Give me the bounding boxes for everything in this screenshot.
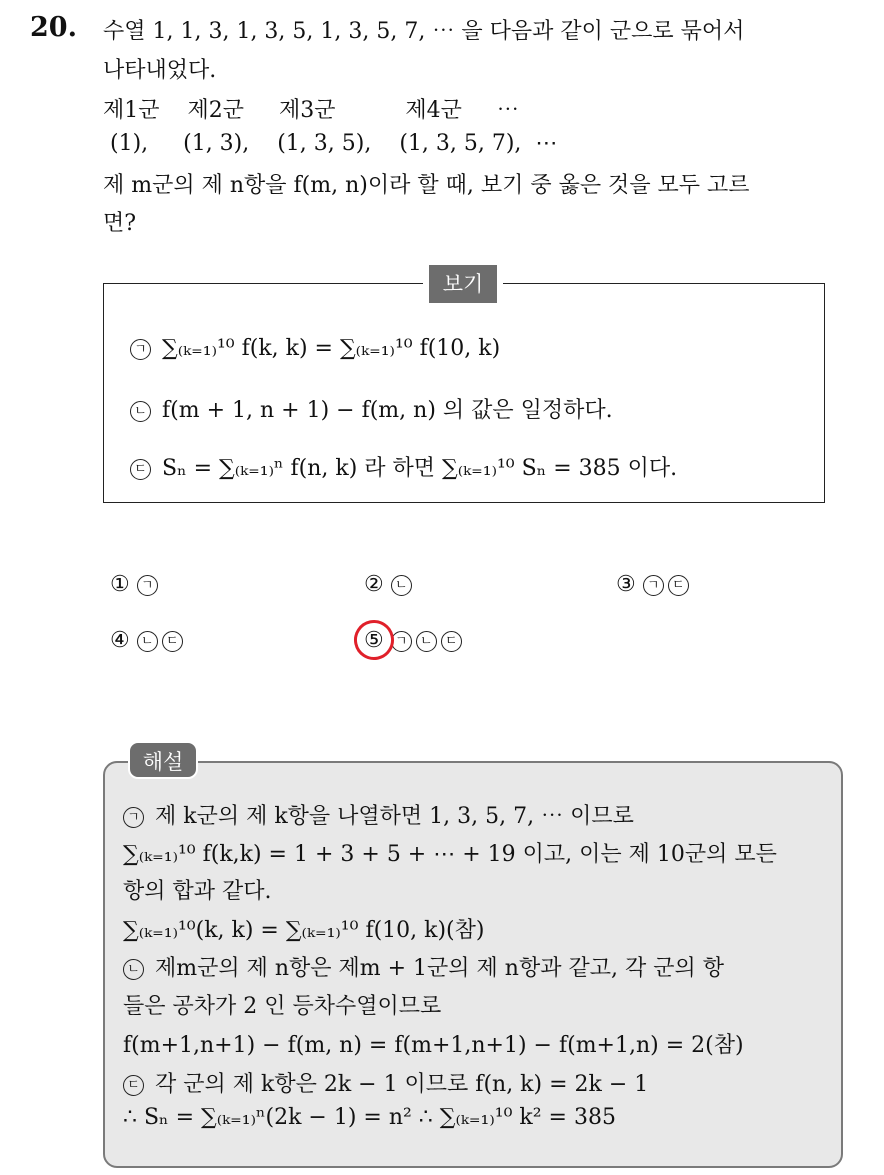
circled-letter-digeut: ㄷ [130,459,151,480]
choice-2-number: ② [364,572,384,597]
choice-2[interactable] [364,572,416,597]
circled-letter-nieun: ㄴ [130,401,151,422]
circled-letter-nieun: ㄴ [137,631,158,652]
explanation-line-5 [123,951,724,982]
circled-letter-nieun: ㄴ [416,631,437,652]
circled-letter-giyeok: ㄱ [391,631,412,652]
circled-letter-giyeok: ㄱ [130,339,151,360]
question-stem-line2: 나타내었다. [103,58,217,83]
explanation-line-4: ∑₍ₖ₌₁₎¹⁰(k, k) = ∑₍ₖ₌₁₎¹⁰ f(10, k)(참) [123,918,485,943]
question-stem-line1: 수열 1, 1, 3, 1, 3, 5, 1, 3, 5, 7, ⋯ 을 다음과 같이 군으로 묶어서 [103,19,745,44]
bogi-item-1-text: ∑₍ₖ₌₁₎¹⁰ f(k, k) = ∑₍ₖ₌₁₎¹⁰ f(10, k) [162,336,501,361]
question-stem-line4: 면? [103,211,137,236]
explanation-line-1 [123,799,634,830]
choice-3[interactable] [616,572,693,597]
choice-1[interactable] [110,572,162,597]
choice-4-number: ④ [110,628,130,653]
bogi-item-3-text: Sₙ = ∑₍ₖ₌₁₎ⁿ f(n, k) 라 하면 ∑₍ₖ₌₁₎¹⁰ Sₙ = 385 이다. [162,456,678,481]
bogi-item-1 [130,336,500,361]
explanation-line-8-text: 각 군의 제 k항은 2k − 1 이므로 f(n, k) = 2k − 1 [155,1072,649,1097]
answer-circle-mark [350,616,397,663]
bogi-item-2-text: f(m + 1, n + 1) − f(m, n) 의 값은 일정하다. [162,398,613,423]
question-stem-line3: 제 m군의 제 n항을 f(m, n)이라 할 때, 보기 중 옳은 것을 모두 고르 [103,173,750,198]
bogi-tag: 보기 [429,265,497,303]
circled-letter-nieun: ㄴ [123,959,144,980]
explanation-line-5-text: 제m군의 제 n항은 제m + 1군의 제 n항과 같고, 각 군의 항 [155,956,724,981]
explanation-line-3: 항의 합과 같다. [123,879,272,904]
explanation-line-8 [123,1067,648,1098]
explanation-line-9: ∴ Sₙ = ∑₍ₖ₌₁₎ⁿ(2k − 1) = n² ∴ ∑₍ₖ₌₁₎¹⁰ k² = 385 [123,1105,616,1130]
explanation-line-2: ∑₍ₖ₌₁₎¹⁰ f(k,k) = 1 + 3 + 5 + ⋯ + 19 이고, 이는 제 10군의 모든 [123,842,777,867]
choice-4[interactable] [110,628,187,653]
circled-letter-digeut: ㄷ [441,631,462,652]
circled-letter-digeut: ㄷ [162,631,183,652]
circled-letter-digeut: ㄷ [123,1075,144,1096]
group-values: (1), (1, 3), (1, 3, 5), (1, 3, 5, 7), ⋯ [103,131,558,156]
circled-letter-nieun: ㄴ [391,575,412,596]
circled-letter-giyeok: ㄱ [123,807,144,828]
circled-letter-digeut: ㄷ [668,575,689,596]
circled-letter-giyeok: ㄱ [137,575,158,596]
explanation-tag: 해설 [128,741,198,779]
bogi-item-3 [130,451,677,482]
explanation-line-6: 들은 공차가 2 인 등차수열이므로 [123,994,442,1019]
circled-letter-giyeok: ㄱ [643,575,664,596]
choice-3-number: ③ [616,572,636,597]
group-headers: 제1군 제2군 제3군 제4군 ⋯ [103,98,519,123]
question-number: 20. [30,12,77,43]
choice-1-number: ① [110,572,130,597]
explanation-line-1-text: 제 k군의 제 k항을 나열하면 1, 3, 5, 7, ⋯ 이므로 [155,804,634,829]
explanation-line-7: f(m+1,n+1) − f(m, n) = f(m+1,n+1) − f(m+1,n) = 2(참) [123,1033,744,1058]
choice-5-number: ⑤ [364,628,384,653]
bogi-item-2 [130,393,613,424]
